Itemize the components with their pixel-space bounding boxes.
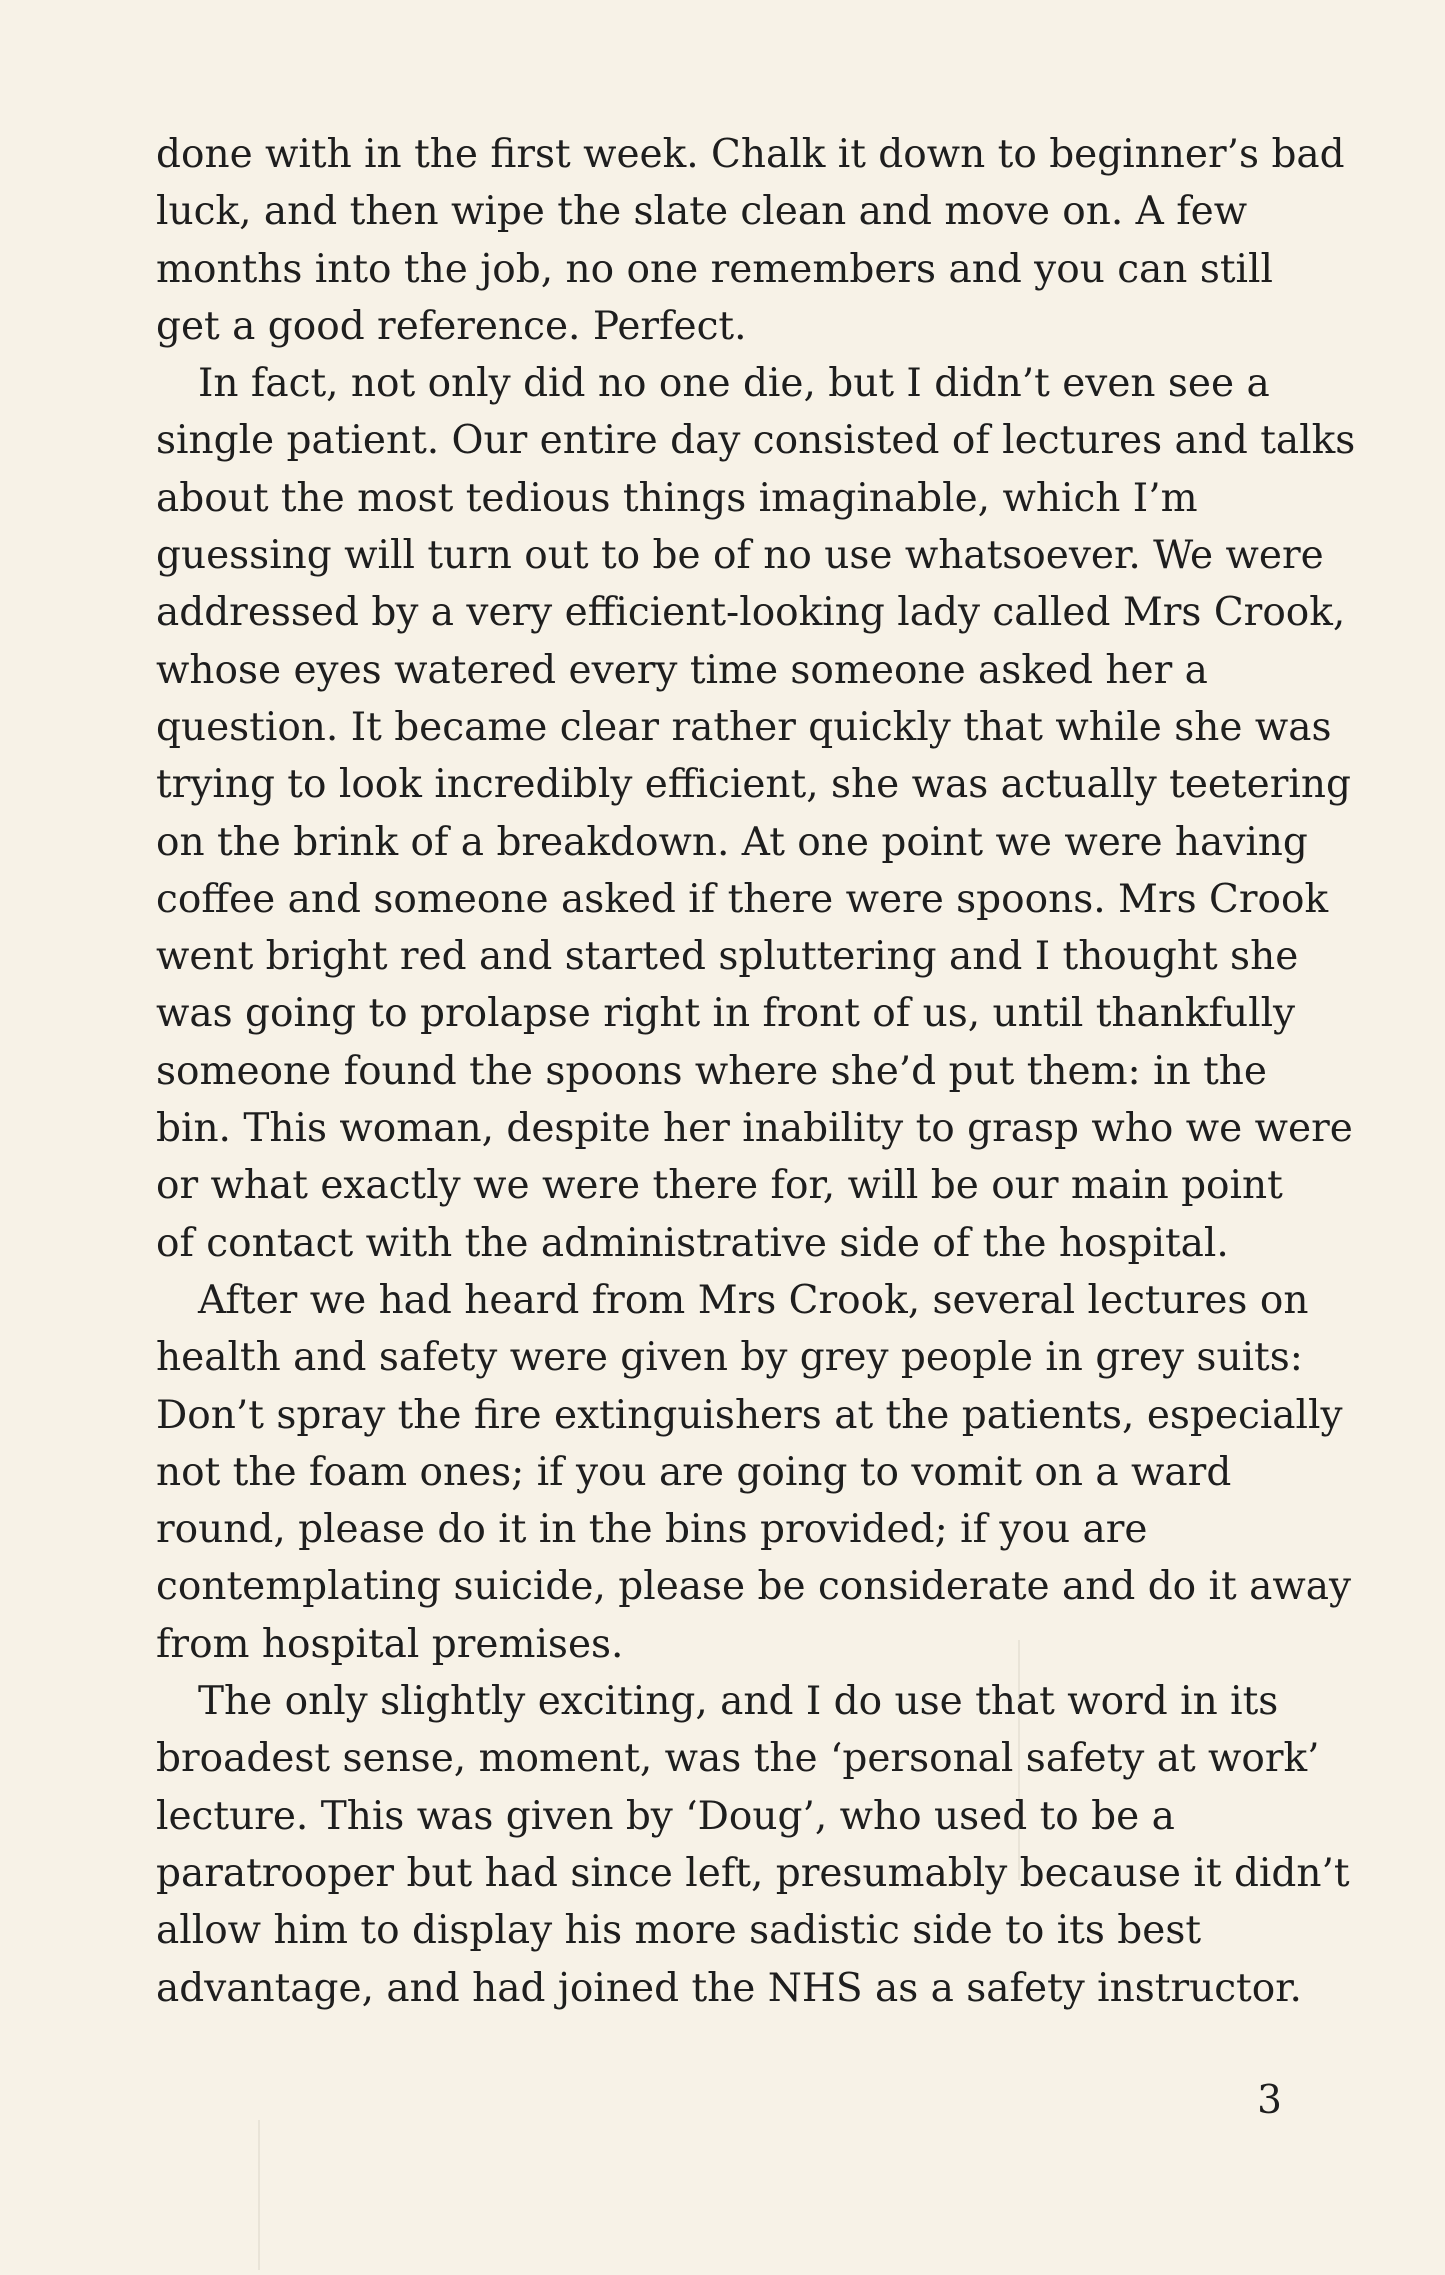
- paper-crease-mark: [258, 2120, 260, 2270]
- text-line: someone found the spoons where she’d put them: in the: [156, 1048, 1267, 1094]
- text-line: addressed by a very efficient-looking lady called Mrs Crook,: [156, 590, 1346, 636]
- text-line: coffee and someone asked if there were spoons. Mrs Crook: [156, 876, 1329, 922]
- text-line: luck, and then wipe the slate clean and move on. A few: [156, 189, 1248, 235]
- text-line: question. It became clear rather quickly that while she was: [156, 704, 1332, 750]
- text-line: single patient. Our entire day consisted of lectures and talks: [156, 418, 1356, 464]
- text-line: advantage, and had joined the NHS as a safety instructor.: [156, 1965, 1302, 2011]
- text-line: guessing will turn out to be of no use whatsoever. We were: [156, 533, 1324, 579]
- page-number: 3: [1257, 2078, 1282, 2123]
- text-line: broadest sense, moment, was the ‘personal safety at work’: [156, 1736, 1320, 1782]
- text-line: lecture. This was given by ‘Doug’, who used to be a: [156, 1793, 1175, 1839]
- text-line: was going to prolapse right in front of us, until thankfully: [156, 991, 1296, 1037]
- text-line: allow him to display his more sadistic side to its best: [156, 1908, 1202, 1954]
- paragraph: [156, 126, 1345, 355]
- text-line: on the brink of a breakdown. At one point we were having: [156, 819, 1308, 865]
- text-line: After we had heard from Mrs Crook, several lectures on: [198, 1277, 1309, 1323]
- text-line: went bright red and started spluttering and I thought she: [156, 934, 1299, 980]
- text-line: done with in the first week. Chalk it down to beginner’s bad: [156, 132, 1345, 177]
- body-text: [156, 126, 1356, 2017]
- text-line: paratrooper but had since left, presumably because it didn’t: [156, 1850, 1350, 1896]
- text-line: round, please do it in the bins provided; if you are: [156, 1507, 1148, 1553]
- text-line: In fact, not only did no one die, but I didn’t even see a: [198, 361, 1270, 407]
- text-line: contemplating suicide, please be considerate and do it away: [156, 1564, 1352, 1610]
- text-line: of contact with the administrative side of the hospital.: [156, 1220, 1229, 1266]
- text-line: months into the job, no one remembers and you can still: [156, 246, 1273, 292]
- text-line: The only slightly exciting, and I do use that word in its: [198, 1679, 1279, 1725]
- text-line: or what exactly we were there for, will be our main point: [156, 1163, 1283, 1209]
- text-line: about the most tedious things imaginable, which I’m: [156, 475, 1198, 521]
- text-line: get a good reference. Perfect.: [156, 303, 747, 349]
- paragraph: [156, 1272, 1352, 1673]
- text-line: Don’t spray the fire extinguishers at the patients, especially: [156, 1392, 1343, 1438]
- text-line: not the foam ones; if you are going to vomit on a ward: [156, 1449, 1232, 1495]
- text-line: from hospital premises.: [156, 1621, 624, 1667]
- paragraph: [156, 1673, 1350, 2017]
- text-line: trying to look incredibly efficient, she was actually teetering: [156, 762, 1351, 808]
- text-line: health and safety were given by grey people in grey suits:: [156, 1335, 1303, 1381]
- text-line: whose eyes watered every time someone asked her a: [156, 647, 1208, 693]
- paragraph: [156, 355, 1356, 1272]
- text-line: bin. This woman, despite her inability to grasp who we were: [156, 1106, 1353, 1152]
